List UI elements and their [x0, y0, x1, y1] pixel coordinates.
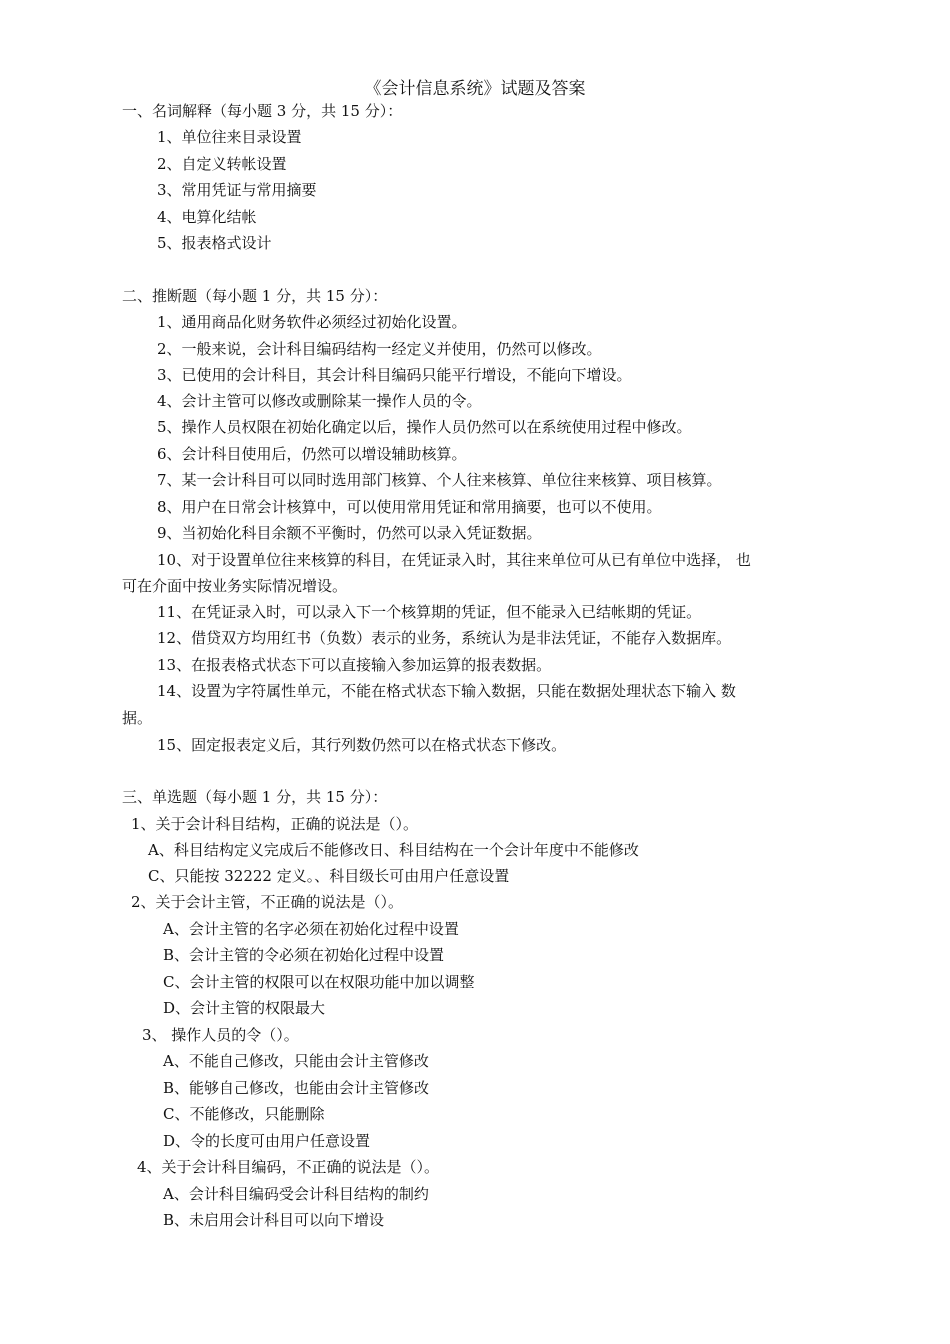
question-2-option: C、会计主管的权限可以在权限功能中加以调整: [163, 973, 475, 991]
section3-heading: 三、单选题（每小题 1 分，共 15 分）：: [122, 788, 388, 806]
section1-item: 5、报表格式设计: [157, 234, 272, 252]
section2-item: 13、在报表格式状态下可以直接输入参加运算的报表数据。: [157, 656, 552, 674]
question-3-option: A、不能自己修改，只能由会计主管修改: [163, 1052, 429, 1070]
section2-item: 15、固定报表定义后，其行列数仍然可以在格式状态下修改。: [157, 736, 567, 754]
section2-item: 1、通用商品化财务软件必须经过初始化设置。: [157, 313, 467, 331]
document-title: 《会计信息系统》试题及答案: [364, 79, 586, 99]
section1-item: 2、自定义转帐设置: [157, 155, 287, 173]
section2-item-continuation: 可在介面中按业务实际情况增设。: [122, 577, 348, 595]
section2-item: 2、一般来说，会计科目编码结构一经定义并使用，仍然可以修改。: [157, 340, 602, 358]
question-1-option-a: A、科目结构定义完成后不能修改日、科目结构在一个会计年度中不能修改: [148, 841, 639, 859]
section2-heading: 二、推断题（每小题 1 分，共 15 分）：: [122, 287, 388, 305]
question-3-option: B、能够自己修改，也能由会计主管修改: [163, 1079, 430, 1097]
section2-item: 4、会计主管可以修改或删除某一操作人员的令。: [157, 392, 482, 410]
section1-item: 1、单位往来目录设置: [157, 128, 302, 146]
section2-item: 12、借贷双方均用红书（负数）表示的业务，系统认为是非法凭证，不能存入数据库。: [157, 629, 732, 647]
question-4: 4、关于会计科目编码，不正确的说法是（）。: [137, 1158, 440, 1176]
question-1-option-c: C、只能按 32222 定义。、科目级长可由用户任意设置: [148, 867, 510, 885]
section2-item: 7、某一会计科目可以同时选用部门核算、个人往来核算、单位往来核算、项目核算。: [157, 471, 722, 489]
section2-item: 14、设置为字符属性单元，不能在格式状态下输入数据，只能在数据处理状态下输入 数: [157, 682, 736, 700]
section2-item-continuation: 据。: [122, 709, 153, 727]
section1-item: 3、常用凭证与常用摘要: [157, 181, 317, 199]
question-3: 3、 操作人员的令（）。: [142, 1026, 299, 1044]
section2-item: 11、在凭证录入时，可以录入下一个核算期的凭证，但不能录入已结帐期的凭证。: [157, 603, 702, 621]
question-4-option: B、未启用会计科目可以向下增设: [163, 1211, 385, 1229]
question-2-option: B、会计主管的令必须在初始化过程中设置: [163, 946, 445, 964]
section2-item: 3、已使用的会计科目，其会计科目编码只能平行增设，不能向下增设。: [157, 366, 632, 384]
question-2-option: A、会计主管的名字必须在初始化过程中设置: [163, 920, 459, 938]
section2-item: 6、会计科目使用后，仍然可以增设辅助核算。: [157, 445, 467, 463]
section2-item: 9、当初始化科目余额不平衡时，仍然可以录入凭证数据。: [157, 524, 542, 542]
question-4-option: A、会计科目编码受会计科目结构的制约: [163, 1185, 429, 1203]
question-3-option: D、令的长度可由用户任意设置: [163, 1132, 371, 1150]
question-2-option: D、会计主管的权限最大: [163, 999, 326, 1017]
section2-item: 10、对于设置单位往来核算的科目，在凭证录入时，其往来单位可从已有单位中选择， 也: [157, 551, 751, 569]
section2-item: 8、用户在日常会计核算中，可以使用常用凭证和常用摘要，也可以不使用。: [157, 498, 662, 516]
section1-item: 4、电算化结帐: [157, 208, 257, 226]
question-1: 1、关于会计科目结构，正确的说法是（）。: [131, 815, 419, 833]
question-2: 2、关于会计主管，不正确的说法是（）。: [131, 893, 404, 911]
section2-item: 5、操作人员权限在初始化确定以后，操作人员仍然可以在系统使用过程中修改。: [157, 418, 692, 436]
question-3-option: C、不能修改，只能删除: [163, 1105, 325, 1123]
section1-heading: 一、名词解释（每小题 3 分，共 15 分）：: [122, 102, 403, 120]
